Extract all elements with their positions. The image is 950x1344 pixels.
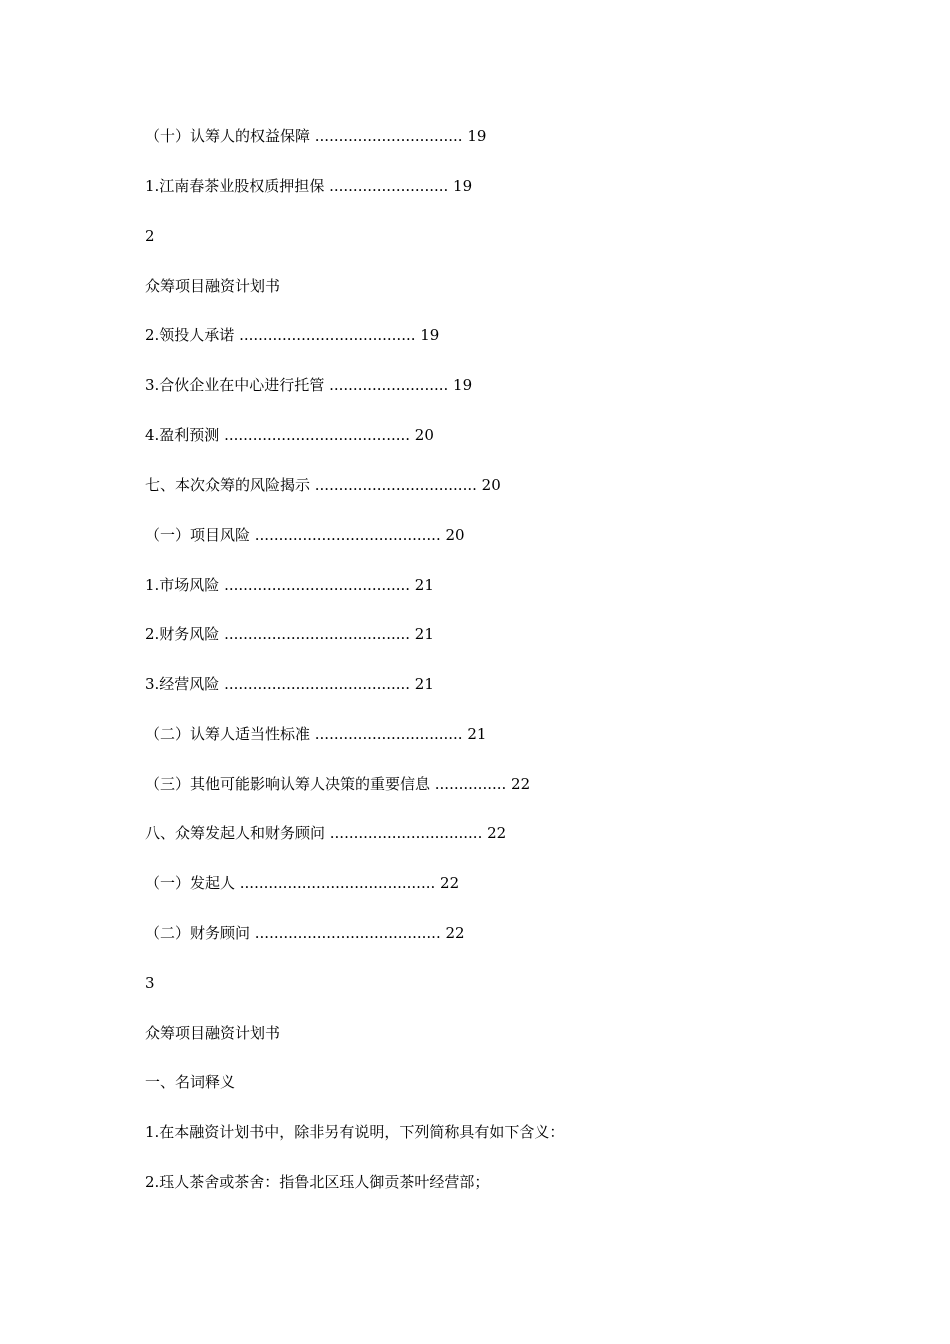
body-paragraph: 1.在本融资计划书中，除非另有说明，下列简称具有如下含义： bbox=[145, 1123, 565, 1141]
body-paragraph: 2.珏人茶舍或茶舍：指鲁北区珏人御贡茶叶经营部； bbox=[145, 1173, 490, 1191]
toc-entry: （一）项目风险 ....................................... 20 bbox=[145, 526, 465, 544]
toc-entry: 4.盈利预测 ....................................... 20 bbox=[145, 426, 434, 444]
toc-entry: 八、众筹发起人和财务顾问 ................................ 22 bbox=[145, 824, 507, 842]
toc-entry: 3.经营风险 ....................................... 21 bbox=[145, 675, 434, 693]
toc-entry: （三）其他可能影响认筹人决策的重要信息 ............... 22 bbox=[145, 775, 531, 793]
page-number: 2 bbox=[145, 227, 155, 245]
toc-entry: 七、本次众筹的风险揭示 .................................. 20 bbox=[145, 476, 501, 494]
toc-entry: （二）认筹人适当性标准 ............................... 21 bbox=[145, 725, 487, 743]
toc-entry: （十）认筹人的权益保障 ............................... 19 bbox=[145, 127, 487, 145]
toc-entry: 3.合伙企业在中心进行托管 ......................... 19 bbox=[145, 376, 473, 394]
toc-entry: 1.江南春茶业股权质押担保 ......................... 19 bbox=[145, 177, 473, 195]
toc-entry: （二）财务顾问 ....................................... 22 bbox=[145, 924, 465, 942]
running-header: 众筹项目融资计划书 bbox=[145, 1024, 281, 1042]
section-heading: 一、名词释义 bbox=[145, 1073, 236, 1091]
page-number: 3 bbox=[145, 974, 155, 992]
toc-entry: （一）发起人 ......................................... 22 bbox=[145, 874, 460, 892]
toc-entry: 2.财务风险 ....................................... 21 bbox=[145, 625, 434, 643]
toc-entry: 2.领投人承诺 ..................................... 19 bbox=[145, 326, 440, 344]
running-header: 众筹项目融资计划书 bbox=[145, 277, 281, 295]
toc-entry: 1.市场风险 ....................................... 21 bbox=[145, 576, 434, 594]
